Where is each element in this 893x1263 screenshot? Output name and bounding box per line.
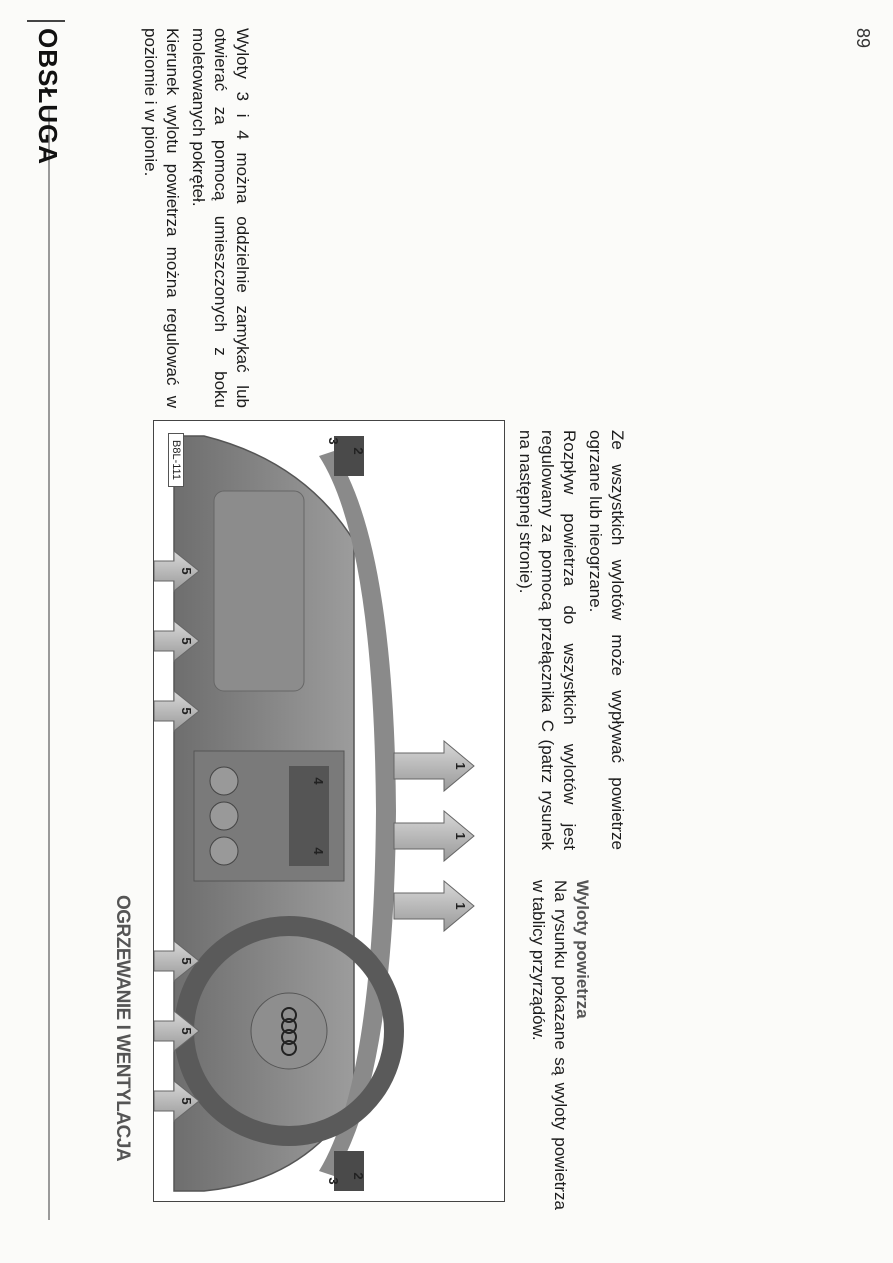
callout-label: 5	[179, 567, 194, 575]
page-number: 89	[853, 28, 873, 49]
column-left	[513, 880, 593, 1210]
column-left-heading: Wyloty powietrza	[573, 880, 592, 1019]
column-right-paragraph-1: Wyloty 3 i 4 można oddzielnie zamykać lub otwierać za pomocą umieszczonych z boku moletowanych pokręteł.	[189, 28, 252, 408]
column-middle-paragraph-2: Rozpływ powietrza do wszystkich wylotów jest regulowany za pomocą przełącznika C (patrz rysunek na następnej stronie).	[516, 430, 579, 850]
callout-label: 5	[179, 1027, 194, 1035]
callout-label: 5	[179, 637, 194, 645]
knob	[210, 802, 238, 830]
side-vent-right	[334, 1151, 364, 1191]
header-rule-left	[48, 110, 50, 1220]
brand-label-box	[27, 28, 63, 188]
brand-rule	[27, 20, 65, 22]
figure-code: B8L-111	[168, 433, 184, 487]
callout-label: 1	[453, 902, 468, 910]
section-title: OGRZEWANIE I WENTYLACJA	[112, 895, 133, 1162]
callout-label: 2	[351, 1172, 366, 1180]
callout-label: 5	[179, 1097, 194, 1105]
column-middle	[518, 430, 628, 850]
dashboard-illustration	[154, 421, 504, 1201]
callout-label: 2	[351, 447, 366, 455]
callout-label: 1	[453, 832, 468, 840]
callout-label: 5	[179, 957, 194, 965]
section-title-box	[103, 895, 133, 1215]
glovebox	[214, 491, 304, 691]
callout-label: 3	[326, 1177, 341, 1185]
brand-label: OBSŁUGA	[33, 28, 63, 165]
callout-label: 4	[311, 847, 326, 855]
column-middle-paragraph-1: Ze wszystkich wylotów może wypływać powietrze ogrzane lub nieogrzane.	[586, 430, 627, 850]
callout-label: 1	[453, 762, 468, 770]
column-right-paragraph-2: Kierunek wylotu powietrza można regulować w poziomie i w pionie.	[141, 28, 182, 408]
dashboard-figure	[153, 420, 505, 1202]
knob	[210, 837, 238, 865]
callout-label: 3	[326, 437, 341, 445]
column-right	[123, 28, 253, 408]
column-left-paragraph: Na rysunku pokazane są wyloty powietrza w tablicy przyrządów.	[529, 880, 570, 1210]
callout-label: 5	[179, 707, 194, 715]
callout-label: 4	[311, 777, 326, 785]
knob	[210, 767, 238, 795]
